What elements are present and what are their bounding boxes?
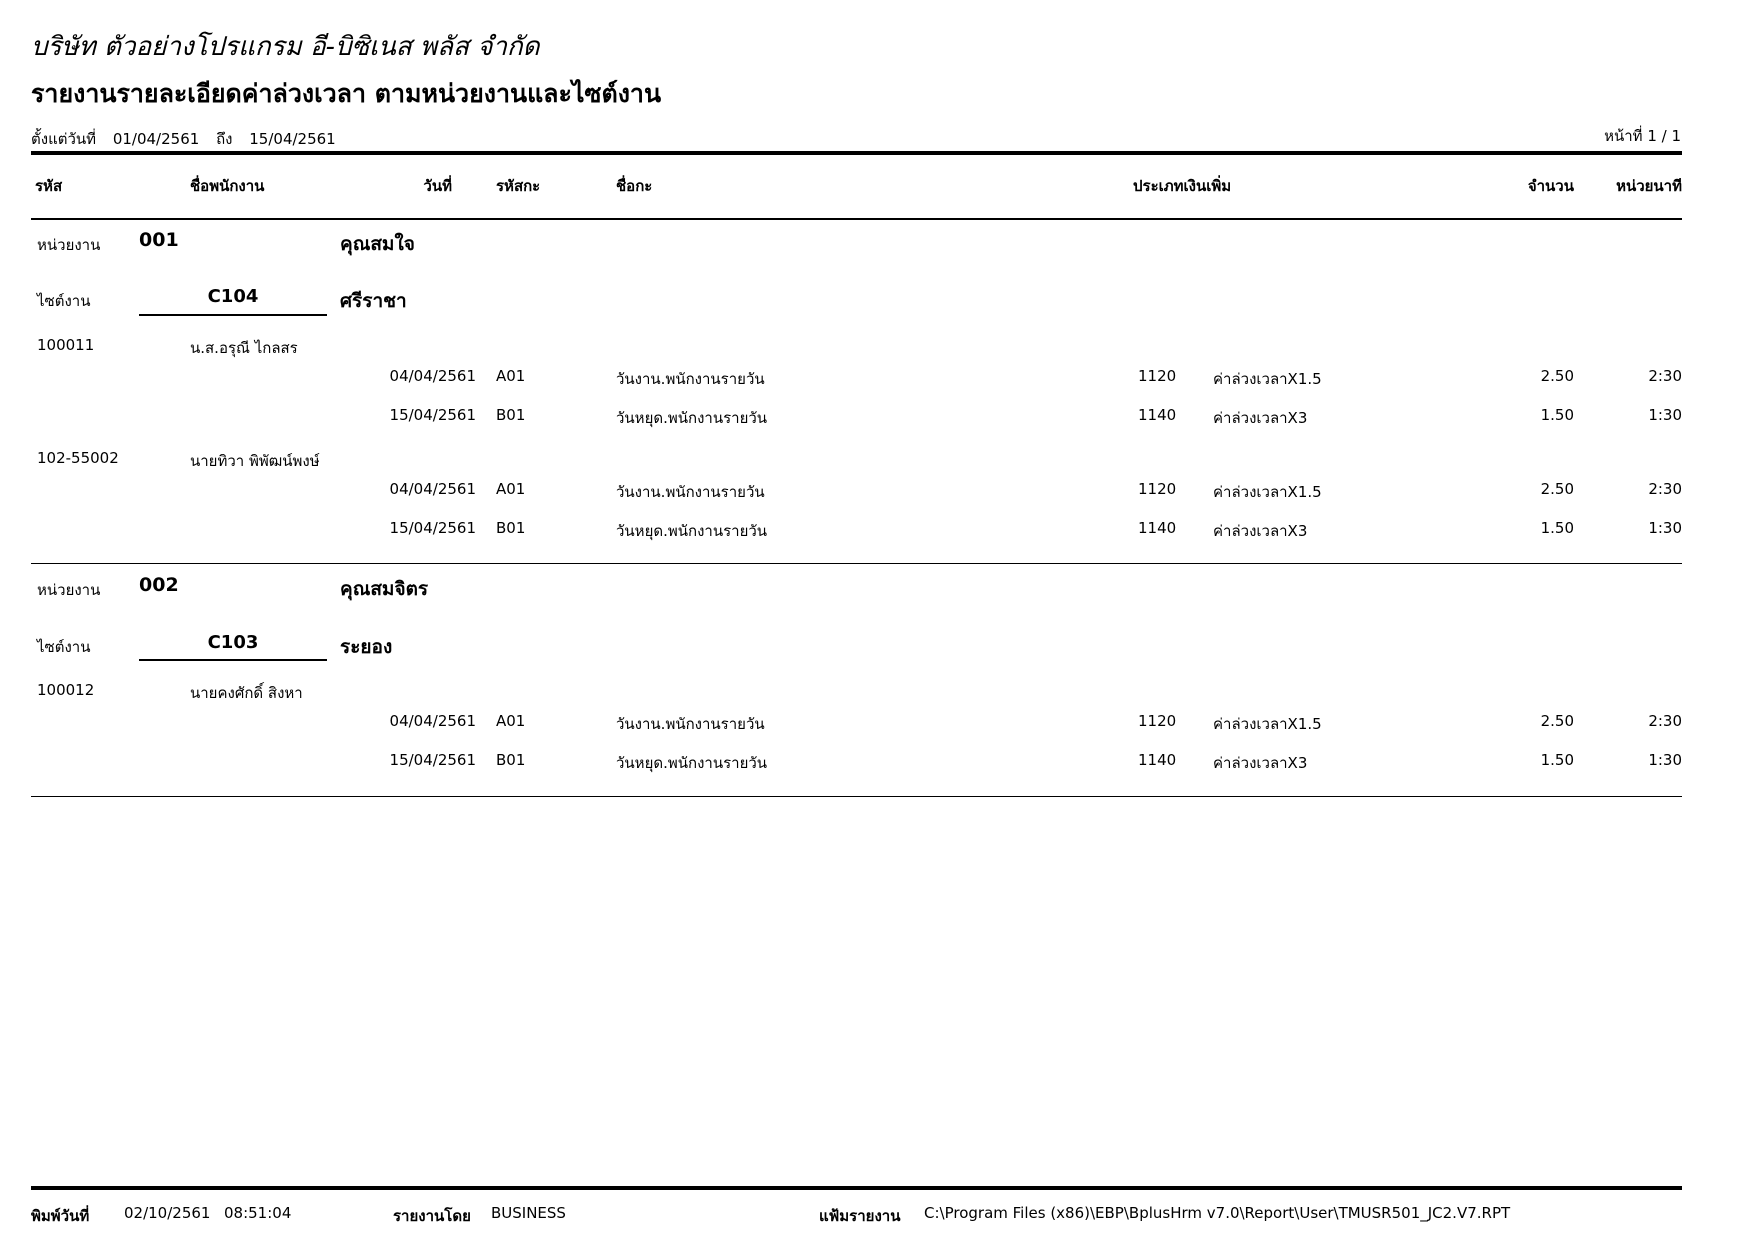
dept-label: หน่วยงาน (37, 581, 101, 599)
footer-print-label: พิมพ์วันที่ (31, 1207, 90, 1225)
row-shift-name: วันงาน.พนักงานรายวัน (616, 715, 765, 733)
col-header-unit: หน่วยนาที (1616, 177, 1682, 195)
row-amount: 1.50 (1540, 406, 1574, 424)
site-code-underline (139, 314, 327, 316)
row-type-name: ค่าล่วงเวลาX3 (1213, 522, 1308, 540)
row-shift-code: B01 (496, 406, 526, 424)
row-date: 04/04/2561 (389, 712, 476, 730)
row-minutes: 1:30 (1648, 519, 1682, 537)
row-shift-name: วันหยุด.พนักงานรายวัน (616, 754, 768, 772)
row-type-code: 1140 (1138, 519, 1177, 537)
col-header-date: วันที่ (423, 177, 452, 195)
row-type-name: ค่าล่วงเวลาX3 (1213, 754, 1308, 772)
footer-print-date: 02/10/2561 (124, 1204, 211, 1222)
row-date: 04/04/2561 (389, 480, 476, 498)
page-number: หน้าที่ 1 / 1 (1604, 127, 1681, 145)
row-type-name: ค่าล่วงเวลาX1.5 (1213, 715, 1322, 733)
row-minutes: 2:30 (1648, 712, 1682, 730)
row-minutes: 2:30 (1648, 480, 1682, 498)
row-amount: 2.50 (1540, 480, 1574, 498)
employee-code: 102-55002 (37, 449, 119, 467)
row-date: 15/04/2561 (389, 751, 476, 769)
footer-by-label: รายงานโดย (393, 1207, 471, 1225)
row-minutes: 1:30 (1648, 751, 1682, 769)
row-amount: 2.50 (1540, 712, 1574, 730)
row-shift-name: วันหยุด.พนักงานรายวัน (616, 409, 768, 427)
site-code-underline (139, 659, 327, 661)
header-bottom-rule (31, 218, 1682, 220)
row-minutes: 1:30 (1648, 406, 1682, 424)
row-type-code: 1120 (1138, 367, 1177, 385)
site-code: C104 (207, 286, 259, 307)
dept-name: คุณสมจิตร (340, 578, 429, 600)
employee-name: นายคงศักดิ์ สิงหา (190, 684, 303, 702)
row-amount: 2.50 (1540, 367, 1574, 385)
report-title: รายงานรายละเอียดค่าล่วงเวลา ตามหน่วยงานและไซต์งาน (31, 79, 662, 108)
col-header-amount: จำนวน (1527, 177, 1574, 195)
row-shift-code: B01 (496, 751, 526, 769)
row-date: 04/04/2561 (389, 367, 476, 385)
row-shift-name: วันงาน.พนักงานรายวัน (616, 483, 765, 501)
footer-file-label: แฟ้มรายงาน (819, 1207, 901, 1225)
row-date: 15/04/2561 (389, 406, 476, 424)
row-type-name: ค่าล่วงเวลาX1.5 (1213, 483, 1322, 501)
row-shift-code: B01 (496, 519, 526, 537)
footer-rule (31, 1186, 1682, 1190)
employee-name: นายทิวา พิพัฒน์พงษ์ (190, 452, 320, 470)
company-name: บริษัท ตัวอย่างโปรแกรม อี-บิซิเนส พลัส จำกัด (31, 32, 540, 62)
site-code: C103 (207, 632, 259, 653)
row-date: 15/04/2561 (389, 519, 476, 537)
site-label: ไซต์งาน (37, 638, 91, 656)
row-type-name: ค่าล่วงเวลาX3 (1213, 409, 1308, 427)
group-separator (31, 563, 1682, 564)
row-type-code: 1140 (1138, 406, 1177, 424)
row-shift-name: วันงาน.พนักงานรายวัน (616, 370, 765, 388)
site-name: ระยอง (340, 636, 393, 658)
employee-code: 100011 (37, 336, 95, 354)
period-from: 01/04/2561 (112, 130, 200, 148)
site-name: ศรีราชา (340, 290, 407, 312)
footer-by-user: BUSINESS (491, 1204, 566, 1222)
col-header-extra-type: ประเภทเงินเพิ่ม (1133, 177, 1232, 195)
dept-label: หน่วยงาน (37, 236, 101, 254)
header-top-rule (31, 151, 1682, 155)
row-shift-code: A01 (496, 367, 526, 385)
row-amount: 1.50 (1540, 519, 1574, 537)
dept-code: 001 (139, 229, 179, 251)
employee-name: น.ส.อรุณี ไกลสร (190, 339, 298, 357)
row-type-code: 1120 (1138, 712, 1177, 730)
period-to-label: ถึง (216, 130, 233, 148)
report-end-rule (31, 796, 1682, 797)
footer-file-path: C:\Program Files (x86)\EBP\BplusHrm v7.0\Report\User\TMUSR501_JC2.V7.RPT (924, 1204, 1511, 1222)
employee-code: 100012 (37, 681, 95, 699)
footer-print-time: 08:51:04 (224, 1204, 292, 1222)
report-period (31, 127, 348, 151)
row-type-code: 1140 (1138, 751, 1177, 769)
row-minutes: 2:30 (1648, 367, 1682, 385)
row-shift-name: วันหยุด.พนักงานรายวัน (616, 522, 768, 540)
row-shift-code: A01 (496, 480, 526, 498)
col-header-code: รหัส (35, 177, 63, 195)
dept-code: 002 (139, 574, 179, 596)
col-header-emp-name: ชื่อพนักงาน (190, 177, 265, 195)
col-header-shift-code: รหัสกะ (496, 177, 541, 195)
period-to: 15/04/2561 (249, 130, 336, 148)
row-amount: 1.50 (1540, 751, 1574, 769)
row-shift-code: A01 (496, 712, 526, 730)
dept-name: คุณสมใจ (340, 233, 415, 255)
row-type-code: 1120 (1138, 480, 1177, 498)
row-type-name: ค่าล่วงเวลาX1.5 (1213, 370, 1322, 388)
site-label: ไซต์งาน (37, 292, 91, 310)
col-header-shift-name: ชื่อกะ (616, 177, 653, 195)
period-from-label: ตั้งแต่วันที่ (31, 130, 97, 148)
